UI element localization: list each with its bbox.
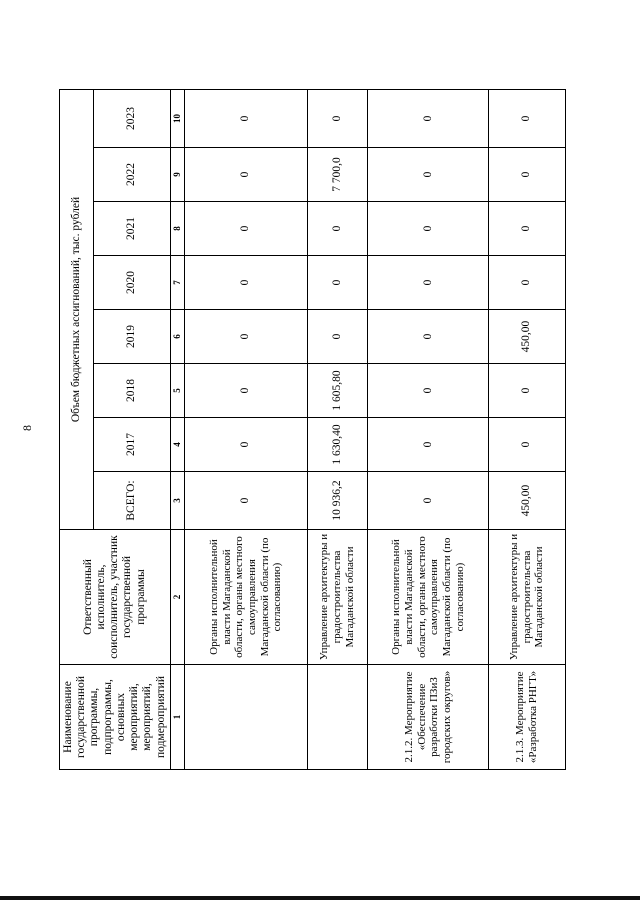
row-name bbox=[307, 665, 368, 770]
row-value: 0 bbox=[185, 310, 307, 364]
column-number: 10 bbox=[170, 89, 185, 147]
header-budget-group: Объем бюджетных ассигнований, тыс. рублей bbox=[60, 89, 94, 529]
row-value: 0 bbox=[307, 89, 368, 147]
column-number: 7 bbox=[170, 256, 185, 310]
row-value: 0 bbox=[489, 256, 565, 310]
column-number: 9 bbox=[170, 148, 185, 202]
header-year: 2020 bbox=[93, 256, 170, 310]
page-bottom-rule bbox=[0, 896, 640, 900]
row-executor: Управление архитектуры и градостроительства Магаданской области bbox=[489, 530, 565, 665]
row-value: 0 bbox=[489, 148, 565, 202]
row-value: 0 bbox=[368, 364, 489, 418]
row-executor: Органы исполнительной власти Магаданской области, органы местного самоуправления Магаданской области (по согласованию) bbox=[185, 530, 307, 665]
header-total: ВСЕГО: bbox=[93, 472, 170, 530]
header-executor: Ответственный исполнитель, соисполнитель, участник государственной программы bbox=[60, 530, 171, 665]
header-year: 2019 bbox=[93, 310, 170, 364]
table-row bbox=[307, 89, 368, 769]
row-value: 450,00 bbox=[489, 310, 565, 364]
row-value: 0 bbox=[489, 364, 565, 418]
page-number: 8 bbox=[20, 425, 34, 431]
row-value: 0 bbox=[489, 418, 565, 472]
row-value: 0 bbox=[489, 89, 565, 147]
row-value: 1 630,40 bbox=[307, 418, 368, 472]
row-executor: Органы исполнительной власти Магаданской области, органы местного самоуправления Магаданской области (по согласованию) bbox=[368, 530, 489, 665]
row-value: 0 bbox=[368, 418, 489, 472]
row-value: 1 605,80 bbox=[307, 364, 368, 418]
row-value: 0 bbox=[185, 364, 307, 418]
row-value: 0 bbox=[185, 202, 307, 256]
column-number: 2 bbox=[170, 530, 185, 665]
header-name: Наименование государственной программы, подпрограммы, основных мероприятий, мероприятий, подмероприятий bbox=[60, 665, 171, 770]
row-value: 0 bbox=[368, 89, 489, 147]
column-number: 5 bbox=[170, 364, 185, 418]
header-year: 2021 bbox=[93, 202, 170, 256]
row-value: 0 bbox=[307, 310, 368, 364]
row-executor: Управление архитектуры и градостроительства Магаданской области bbox=[307, 530, 368, 665]
row-value: 0 bbox=[185, 89, 307, 147]
header-year: 2023 bbox=[93, 89, 170, 147]
row-value: 0 bbox=[368, 148, 489, 202]
header-year: 2018 bbox=[93, 364, 170, 418]
row-value: 0 bbox=[368, 310, 489, 364]
table-row bbox=[489, 89, 565, 769]
row-value: 0 bbox=[307, 202, 368, 256]
header-year: 2022 bbox=[93, 148, 170, 202]
row-value: 0 bbox=[307, 256, 368, 310]
column-number: 6 bbox=[170, 310, 185, 364]
row-value: 0 bbox=[185, 418, 307, 472]
budget-table-page bbox=[59, 90, 553, 770]
row-value: 7 700,0 bbox=[307, 148, 368, 202]
row-value: 0 bbox=[185, 148, 307, 202]
row-total: 450,00 bbox=[489, 472, 565, 530]
table-row bbox=[185, 89, 307, 769]
budget-table bbox=[59, 89, 566, 770]
row-name bbox=[185, 665, 307, 770]
row-total: 0 bbox=[368, 472, 489, 530]
row-name: 2.1.2. Мероприятие «Обеспечение разработки ПЗиЗ городских округов» bbox=[368, 665, 489, 770]
column-number: 3 bbox=[170, 472, 185, 530]
column-number: 4 bbox=[170, 418, 185, 472]
row-total: 10 936,2 bbox=[307, 472, 368, 530]
row-value: 0 bbox=[368, 256, 489, 310]
header-year: 2017 bbox=[93, 418, 170, 472]
column-number: 1 bbox=[170, 665, 185, 770]
row-value: 0 bbox=[368, 202, 489, 256]
row-value: 0 bbox=[185, 256, 307, 310]
row-value: 0 bbox=[489, 202, 565, 256]
column-number: 8 bbox=[170, 202, 185, 256]
table-row bbox=[368, 89, 489, 769]
row-name: 2.1.3. Мероприятие «Разработка РНГТ» bbox=[489, 665, 565, 770]
row-total: 0 bbox=[185, 472, 307, 530]
